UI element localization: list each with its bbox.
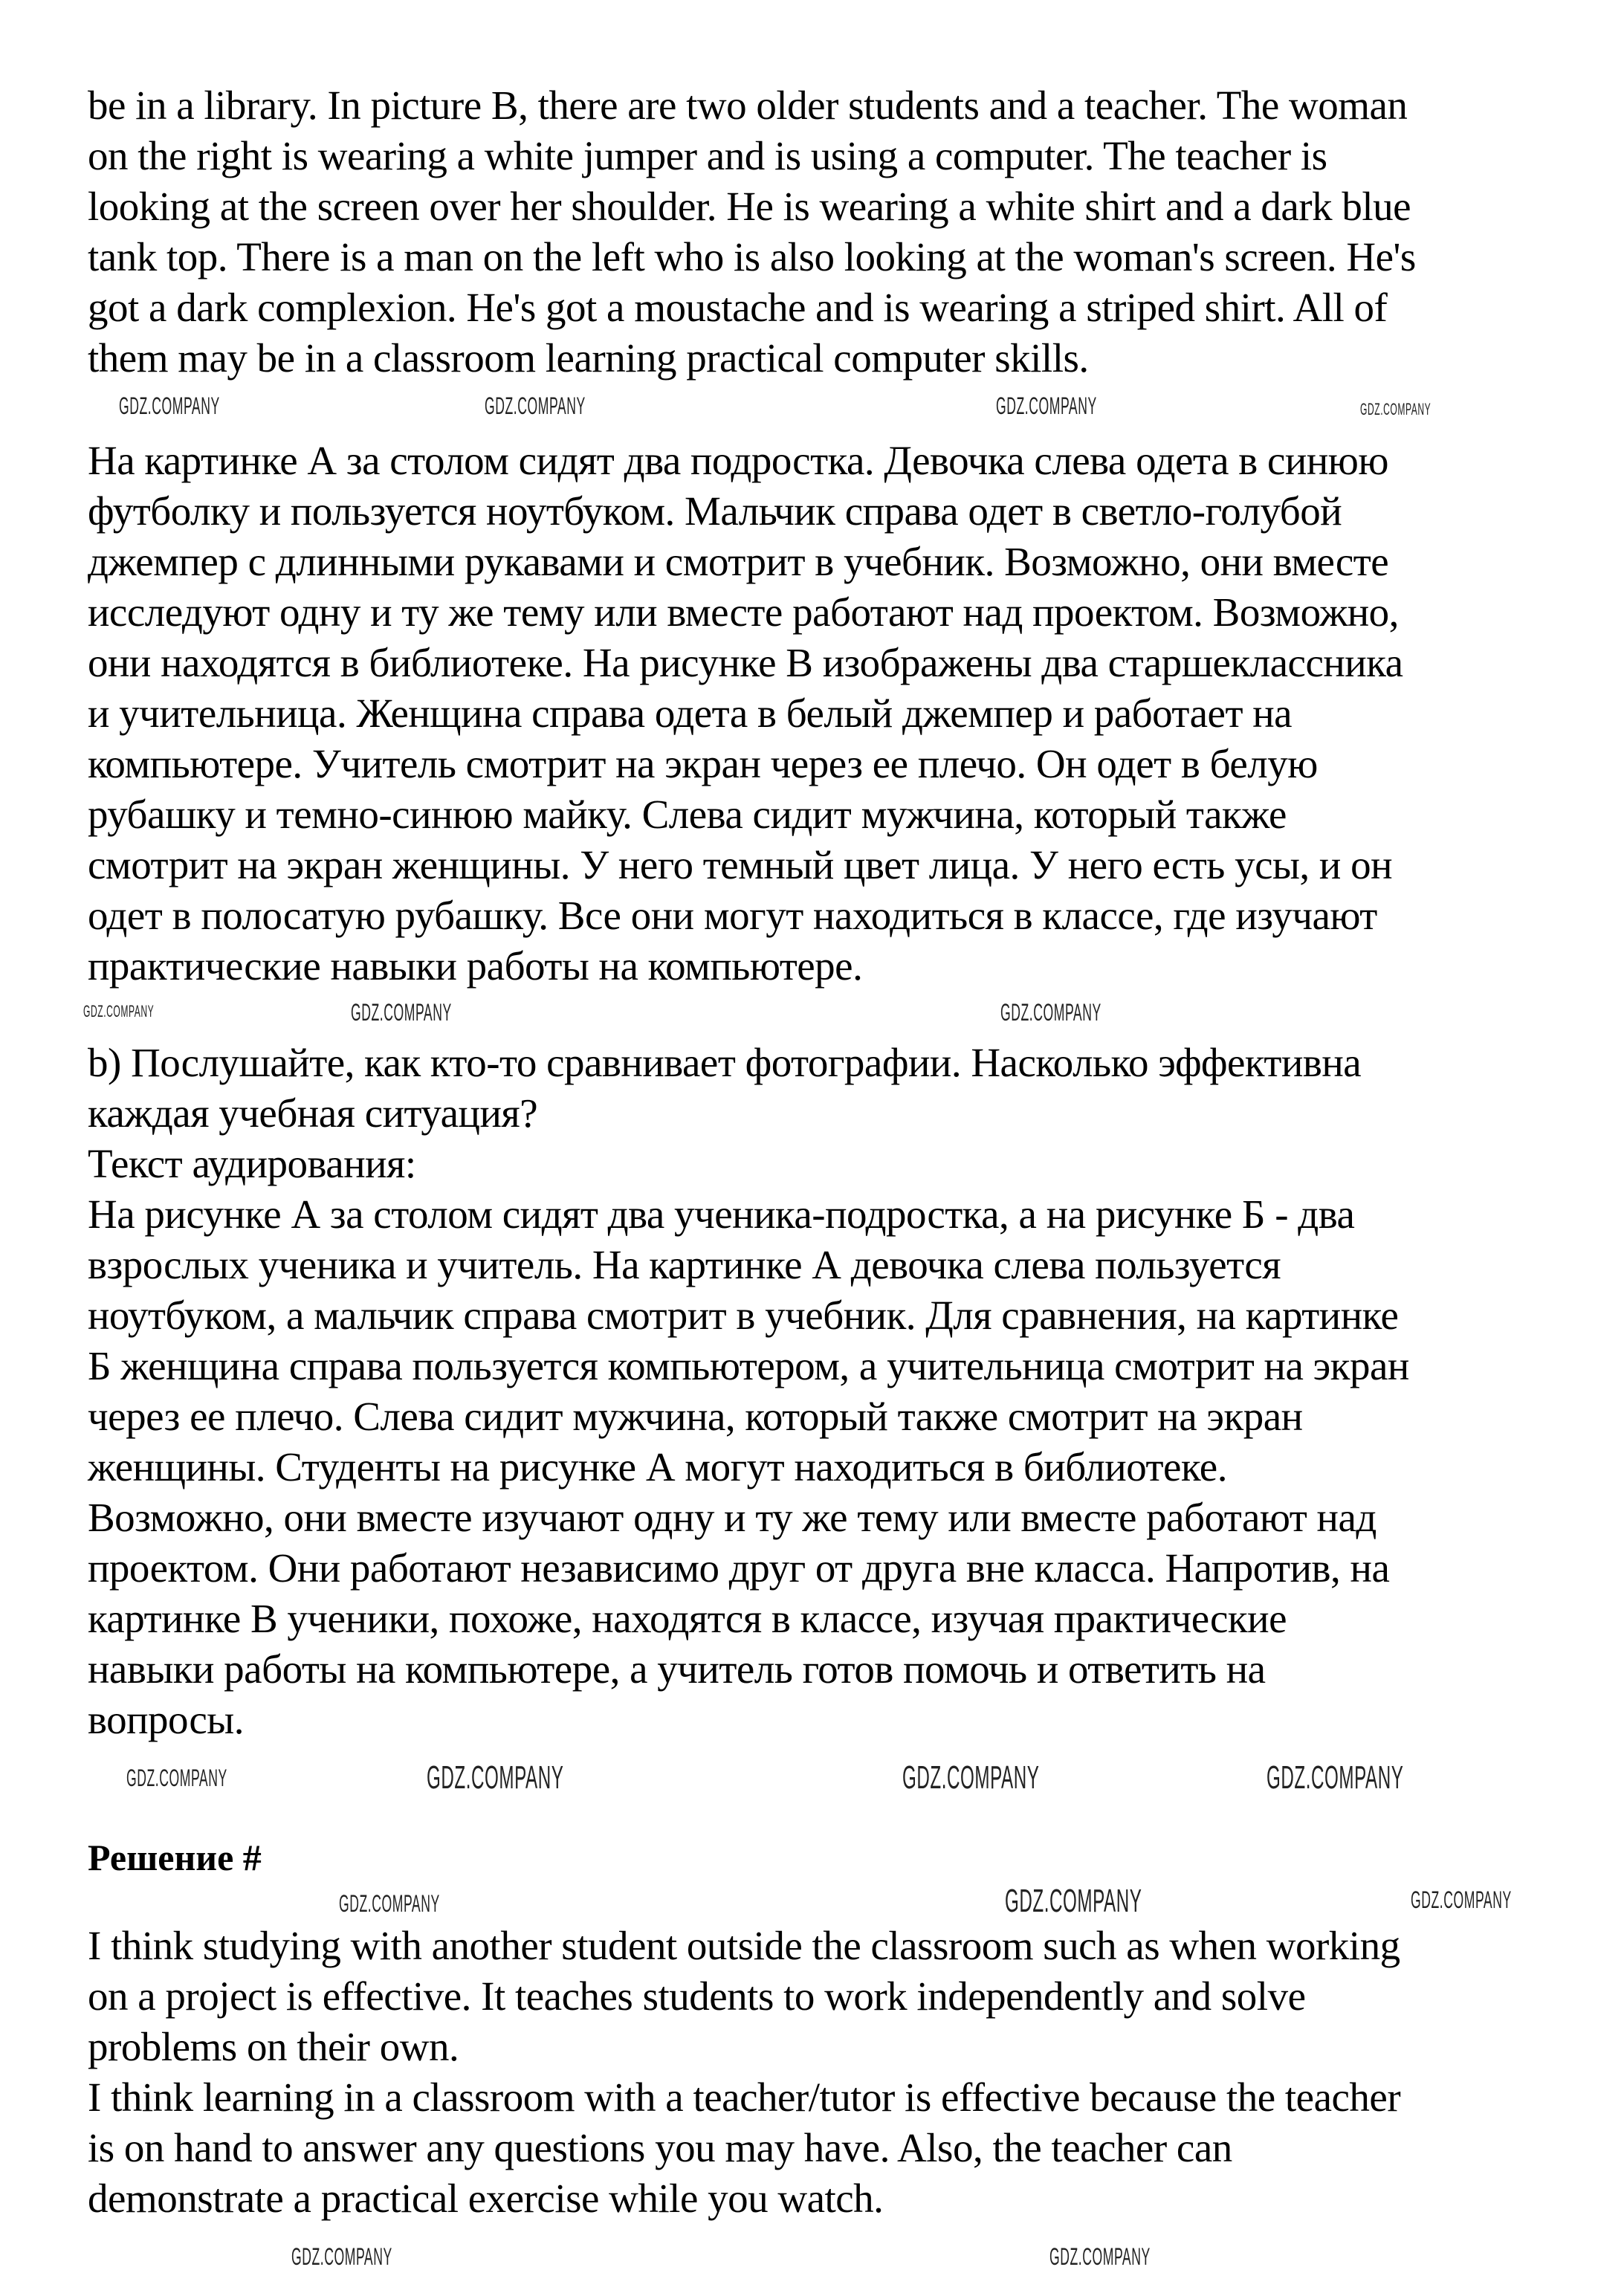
- text-line: джемпер с длинными рукавами и смотрит в учебник. Возможно, они вместе: [88, 539, 1389, 584]
- text-line: ноутбуком, а мальчик справа смотрит в учебник. Для сравнения, на картинке: [88, 1293, 1399, 1338]
- watermark: GDZ.COMPANY: [1000, 999, 1101, 1026]
- watermark: GDZ.COMPANY: [1411, 1886, 1512, 1913]
- watermark: GDZ.COMPANY: [351, 999, 452, 1026]
- watermark: GDZ.COMPANY: [119, 392, 220, 419]
- watermark: GDZ.COMPANY: [485, 392, 586, 419]
- english-description-paragraph: [88, 80, 1544, 384]
- text-line: I think studying with another student outside the classroom such as when working: [88, 1923, 1400, 1968]
- text-line: женщины. Студенты на рисунке А могут находиться в библиотеке.: [88, 1444, 1227, 1490]
- watermark: GDZ.COMPANY: [291, 2243, 392, 2270]
- text-line: и учительница. Женщина справа одета в белый джемпер и работает на: [88, 691, 1293, 736]
- text-line: футболку и пользуется ноутбуком. Мальчик справа одет в светло-голубой: [88, 488, 1342, 534]
- russian-description-paragraph: [88, 436, 1544, 992]
- watermark: GDZ.COMPANY: [339, 1890, 440, 1917]
- text-line: on a project is effective. It teaches students to work independently and solve: [88, 1973, 1306, 2019]
- watermark: GDZ.COMPANY: [126, 1765, 227, 1791]
- solution-heading: Решение #: [88, 1837, 262, 1878]
- watermark: GDZ.COMPANY: [1360, 400, 1431, 418]
- text-line: картинке В ученики, похоже, находятся в классе, изучая практические: [88, 1596, 1287, 1641]
- watermark: GDZ.COMPANY: [83, 1002, 155, 1021]
- text-line: on the right is wearing a white jumper and is using a computer. The teacher is: [88, 133, 1327, 178]
- text-line: На рисунке А за столом сидят два ученика-подростка, а на рисунке Б - два: [88, 1191, 1355, 1237]
- text-line: I think learning in a classroom with a teacher/tutor is effective because the teacher: [88, 2074, 1401, 2120]
- task-b-question: каждая учебная ситуация?: [88, 1090, 538, 1136]
- text-line: компьютере. Учитель смотрит на экран через ее плечо. Он одет в белую: [88, 741, 1318, 786]
- text-line: На картинке А за столом сидят два подростка. Девочка слева одета в синюю: [88, 438, 1388, 483]
- text-line: got a dark complexion. He's got a moustache and is wearing a striped shirt. All of: [88, 285, 1388, 330]
- text-line: смотрит на экран женщины. У него темный цвет лица. У него есть усы, и он: [88, 842, 1393, 887]
- watermark: GDZ.COMPANY: [902, 1759, 1040, 1796]
- text-line: Возможно, они вместе изучают одну и ту же тему или вместе работают над: [88, 1495, 1376, 1540]
- text-line: Б женщина справа пользуется компьютером, а учительница смотрит на экран: [88, 1343, 1409, 1388]
- text-line: demonstrate a practical exercise while you watch.: [88, 2176, 884, 2221]
- watermark: GDZ.COMPANY: [1005, 1883, 1142, 1919]
- text-line: они находятся в библиотеке. На рисунке В изображены два старшеклассника: [88, 640, 1403, 685]
- text-line: them may be in a classroom learning practical computer skills.: [88, 335, 1089, 381]
- text-line: tank top. There is a man on the left who is also looking at the woman's screen. He's: [88, 234, 1416, 279]
- watermark: GDZ.COMPANY: [1266, 1759, 1404, 1796]
- listening-text-label: Текст аудирования:: [88, 1141, 416, 1186]
- task-b-question: b) Послушайте, как кто-то сравнивает фотографии. Насколько эффективна: [88, 1040, 1362, 1085]
- text-line: looking at the screen over her shoulder. He is wearing a white shirt and a dark blue: [88, 184, 1411, 229]
- text-line: исследуют одну и ту же тему или вместе работают над проектом. Возможно,: [88, 589, 1399, 635]
- watermark: GDZ.COMPANY: [1049, 2243, 1151, 2270]
- solution-paragraph: [88, 1921, 1544, 2224]
- text-line: проектом. Они работают независимо друг от друга вне класса. Напротив, на: [88, 1545, 1390, 1591]
- text-line: практические навыки работы на компьютере.: [88, 943, 863, 989]
- text-line: рубашку и темно-синюю майку. Слева сидит мужчина, который также: [88, 792, 1287, 837]
- text-line: взрослых ученика и учитель. На картинке А девочка слева пользуется: [88, 1242, 1281, 1287]
- text-line: через ее плечо. Слева сидит мужчина, который также смотрит на экран: [88, 1394, 1303, 1439]
- text-line: вопросы.: [88, 1697, 245, 1742]
- text-line: навыки работы на компьютере, а учитель готов помочь и ответить на: [88, 1646, 1266, 1692]
- watermark: GDZ.COMPANY: [996, 392, 1097, 419]
- text-line: problems on their own.: [88, 2024, 459, 2069]
- task-b-paragraph: [88, 1038, 1544, 1745]
- watermark: GDZ.COMPANY: [427, 1759, 564, 1796]
- text-line: одет в полосатую рубашку. Все они могут находиться в классе, где изучают: [88, 893, 1377, 938]
- text-line: be in a library. In picture B, there are two older students and a teacher. The woman: [88, 83, 1408, 128]
- text-line: is on hand to answer any questions you may have. Also, the teacher can: [88, 2125, 1232, 2170]
